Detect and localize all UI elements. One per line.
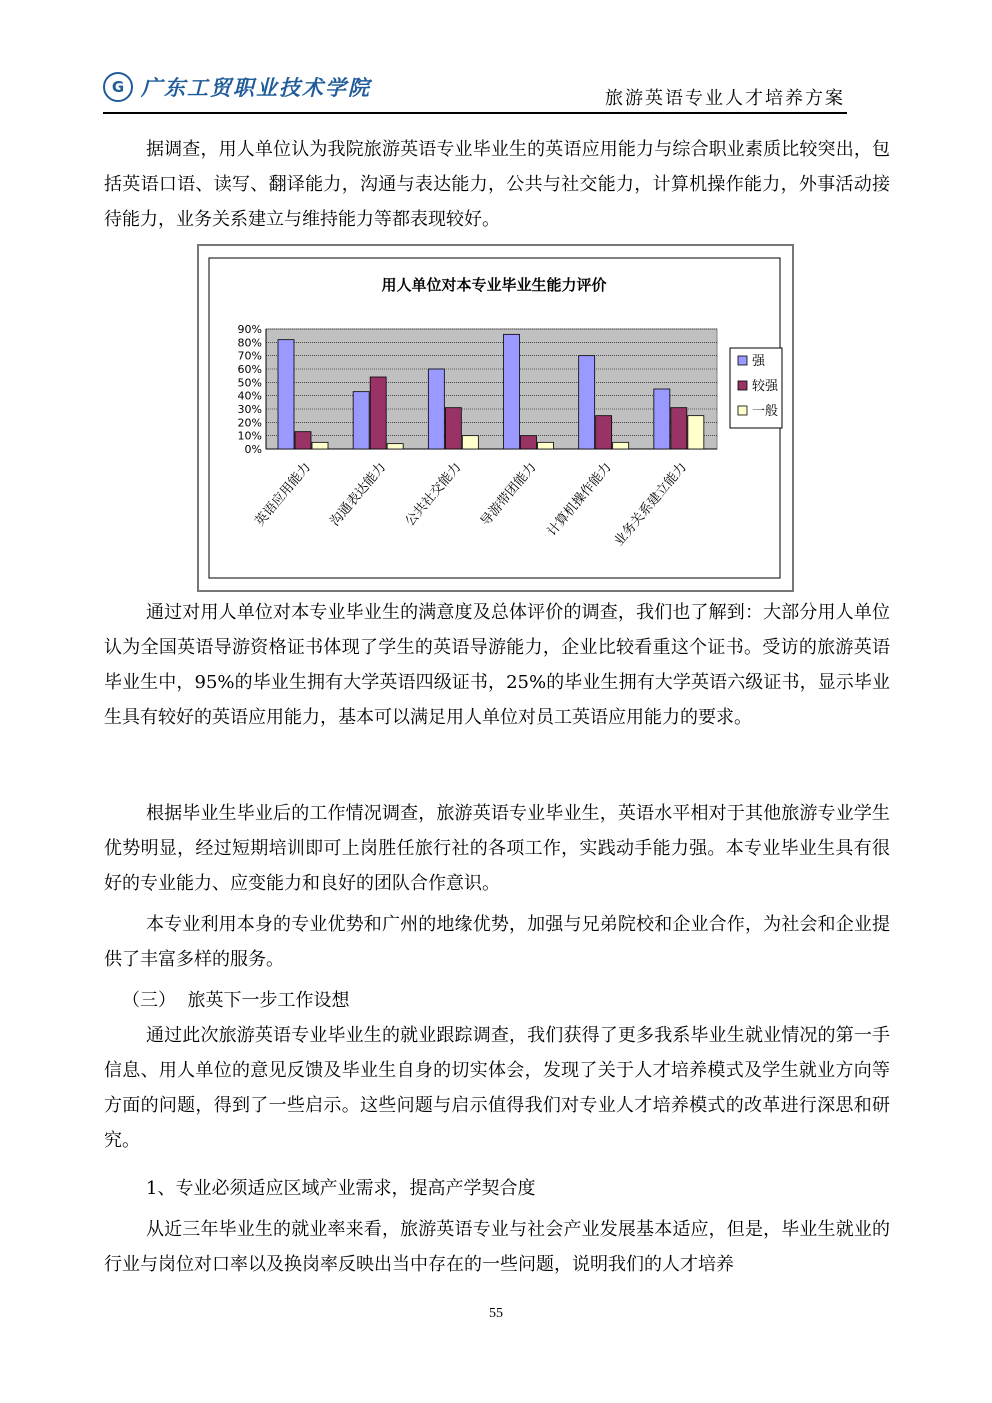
legend-swatch <box>738 381 747 390</box>
page-number: 55 <box>489 1306 503 1321</box>
bar-3 <box>613 442 629 449</box>
y-tick-label: 70% <box>237 349 262 363</box>
y-tick-label: 10% <box>237 429 262 443</box>
bar-2 <box>370 377 386 449</box>
legend-swatch <box>738 406 747 415</box>
paragraph-work-situation: 根据毕业生毕业后的工作情况调查，旅游英语专业毕业生，英语水平相对于其他旅游专业学生优势明显，经过短期培训即可上岗胜任旅行社的各项工作，实践动手能力强。本专业毕业生具有很好的专业能力、应变能力和良好的团队合作意识。 <box>104 803 890 894</box>
legend-label: 较强 <box>752 379 779 394</box>
bar-1 <box>504 334 520 449</box>
x-category-label: 导游带团能力 <box>477 459 540 530</box>
bar-3 <box>538 442 554 449</box>
plot-area <box>266 329 717 449</box>
x-category-label: 公共社交能力 <box>402 459 465 530</box>
y-tick-label: 80% <box>237 336 262 350</box>
paragraph-employment-rate: 从近三年毕业生的就业率来看，旅游英语专业与社会产业发展基本适应，但是，毕业生就业的行业与岗位对口率以及换岗率反映出当中存在的一些问题，说明我们的人才培养 <box>104 1219 890 1275</box>
bar-2 <box>445 408 461 449</box>
bar-3 <box>462 436 478 449</box>
x-category-label: 计算机操作能力 <box>544 459 615 540</box>
y-tick-label: 30% <box>237 403 262 416</box>
document-title: 旅游英语专业人才培养方案 <box>605 88 845 109</box>
bar-2 <box>596 416 612 449</box>
item-heading-industry-needs: 1、专业必须适应区域产业需求，提高产学契合度 <box>146 1178 536 1199</box>
paragraph-cooperation: 本专业利用本身的专业优势和广州的地缘优势，加强与兄弟院校和企业合作，为社会和企业提供了丰富多样的服务。 <box>104 914 890 970</box>
x-category-label: 沟通表达能力 <box>327 459 390 530</box>
bar-2 <box>671 408 687 449</box>
legend-swatch <box>738 356 747 365</box>
y-tick-label: 20% <box>237 416 262 430</box>
school-name: 广东工贸职业技术学院 <box>141 75 371 100</box>
legend-label: 强 <box>752 354 766 369</box>
bar-2 <box>521 436 537 449</box>
y-tick-label: 90% <box>237 323 262 336</box>
bar-1 <box>353 392 369 449</box>
section-heading-next-steps: （三） 旅英下一步工作设想 <box>122 990 350 1011</box>
paragraph-employer-survey: 据调查，用人单位认为我院旅游英语专业毕业生的英语应用能力与综合职业素质比较突出，包括英语口语、读写、翻译能力，沟通与表达能力，公共与社交能力，计算机操作能力，外事活动接待能力，业务关系建立与维持能力等都表现较好。 <box>104 139 890 230</box>
y-tick-label: 0% <box>244 443 262 456</box>
bar-3 <box>688 416 704 449</box>
paragraph-satisfaction: 通过对用人单位对本专业毕业生的满意度及总体评价的调查，我们也了解到：大部分用人单位认为全国英语导游资格证书体现了学生的英语导游能力，企业比较看重这个证书。受访的旅游英语毕业生中，95%的毕业生拥有大学英语四级证书，25%的毕业生拥有大学英语六级证书，显示毕业生具有较好的英语应用能力，基本可以满足用人单位对员工英语应用能力的要求。 <box>104 602 890 728</box>
school-emblem-icon: G <box>103 72 133 102</box>
bar-1 <box>278 340 294 449</box>
legend-label: 一般 <box>752 404 779 419</box>
chart-canvas <box>199 246 792 590</box>
y-tick-label: 60% <box>237 363 262 376</box>
chart-title: 用人单位对本专业毕业生能力评价 <box>381 276 607 294</box>
bar-1 <box>428 369 444 449</box>
bar-1 <box>579 356 595 449</box>
x-category-label: 业务关系建立能力 <box>611 459 690 550</box>
bar-1 <box>654 389 670 449</box>
y-tick-label: 50% <box>237 376 262 390</box>
page-header <box>103 70 847 114</box>
paragraph-tracking-survey: 通过此次旅游英语专业毕业生的就业跟踪调查，我们获得了更多我系毕业生就业情况的第一手信息、用人单位的意见反馈及毕业生自身的切实体会，发现了关于人才培养模式及学生就业方向等方面的问题，得到了一些启示。这些问题与启示值得我们对专业人才培养模式的改革进行深思和研究。 <box>104 1025 890 1151</box>
school-logo <box>103 72 371 102</box>
x-category-label: 英语应用能力 <box>252 459 315 530</box>
bar-2 <box>295 432 311 449</box>
ability-evaluation-chart <box>197 244 794 592</box>
y-tick-label: 40% <box>237 389 262 403</box>
bar-3 <box>312 442 328 449</box>
bar-3 <box>387 444 403 449</box>
